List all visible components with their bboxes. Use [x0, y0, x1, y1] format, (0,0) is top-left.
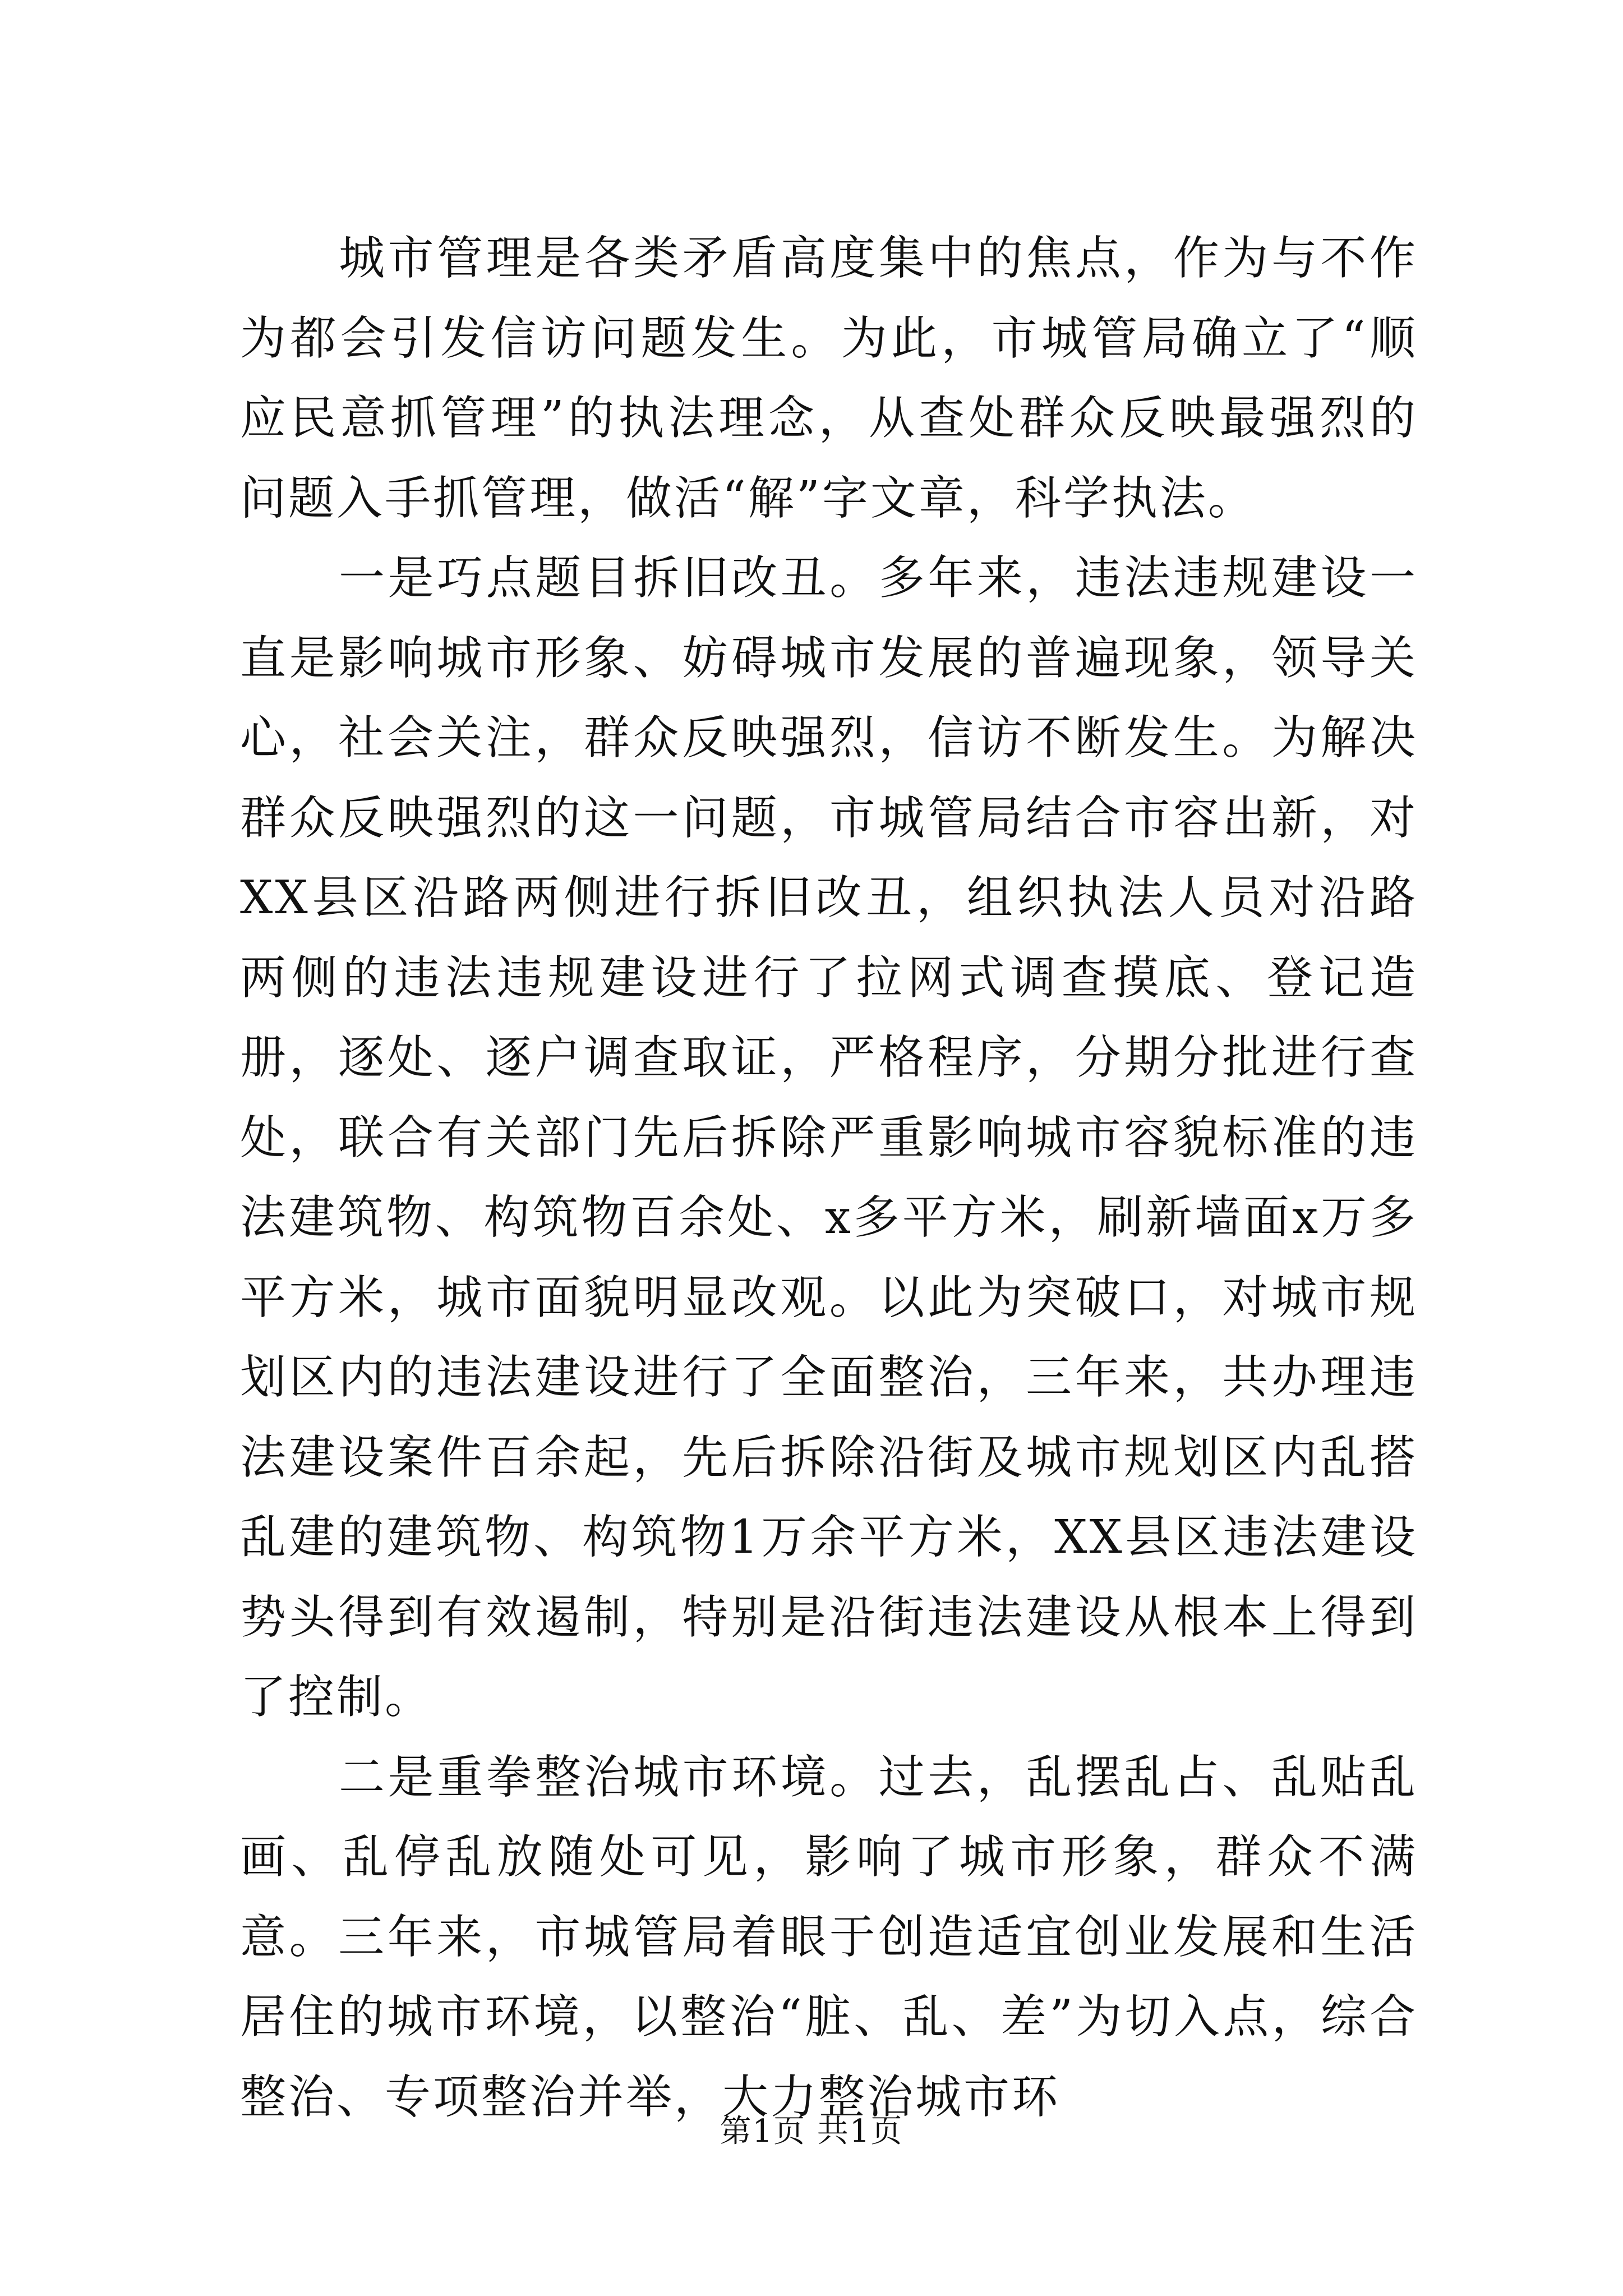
page-footer: 第1页 共1页: [720, 2113, 903, 2150]
paragraph-environment: 二是重拳整治城市环境。过去，乱摆乱占、乱贴乱画、乱停乱放随处可见，影响了城市形象，群众不满意。三年来，市城管局着眼于创造适宜创业发展和生活居住的城市环境，以整治“脏、乱、差”为切入点，综合整治、专项整治并举，大力整治城市环: [240, 1750, 1418, 2124]
paragraph-intro: 城市管理是各类矛盾高度集中的焦点，作为与不作为都会引发信访问题发生。为此，市城管局确立了“顺应民意抓管理”的执法理念，从查处群众反映最强烈的问题入手抓管理，做活“解”字文章，科学执法。: [240, 232, 1418, 525]
paragraph-demolition: 一是巧点题目拆旧改丑。多年来，违法违规建设一直是影响城市形象、妨碍城市发展的普遍现象，领导关心，社会关注，群众反映强烈，信访不断发生。为解决群众反映强烈的这一问题，市城管局结合市容出新，对XX县区沿路两侧进行拆旧改丑，组织执法人员对沿路两侧的违法违规建设进行了拉网式调查摸底、登记造册，逐处、逐户调查取证，严格程序，分期分批进行查处，联合有关部门先后拆除严重影响城市容貌标准的违法建筑物、构筑物百余处、x多平方米，刷新墙面x万多平方米，城市面貌明显改观。以此为突破口，对城市规划区内的违法建设进行了全面整治，三年来，共办理违法建设案件百余起，先后拆除沿街及城市规划区内乱搭乱建的建筑物、构筑物1万余平方米，XX县区违法建设势头得到有效遏制，特别是沿街违法建设从根本上得到了控制。: [240, 551, 1418, 1724]
document-body: [240, 219, 1418, 2137]
